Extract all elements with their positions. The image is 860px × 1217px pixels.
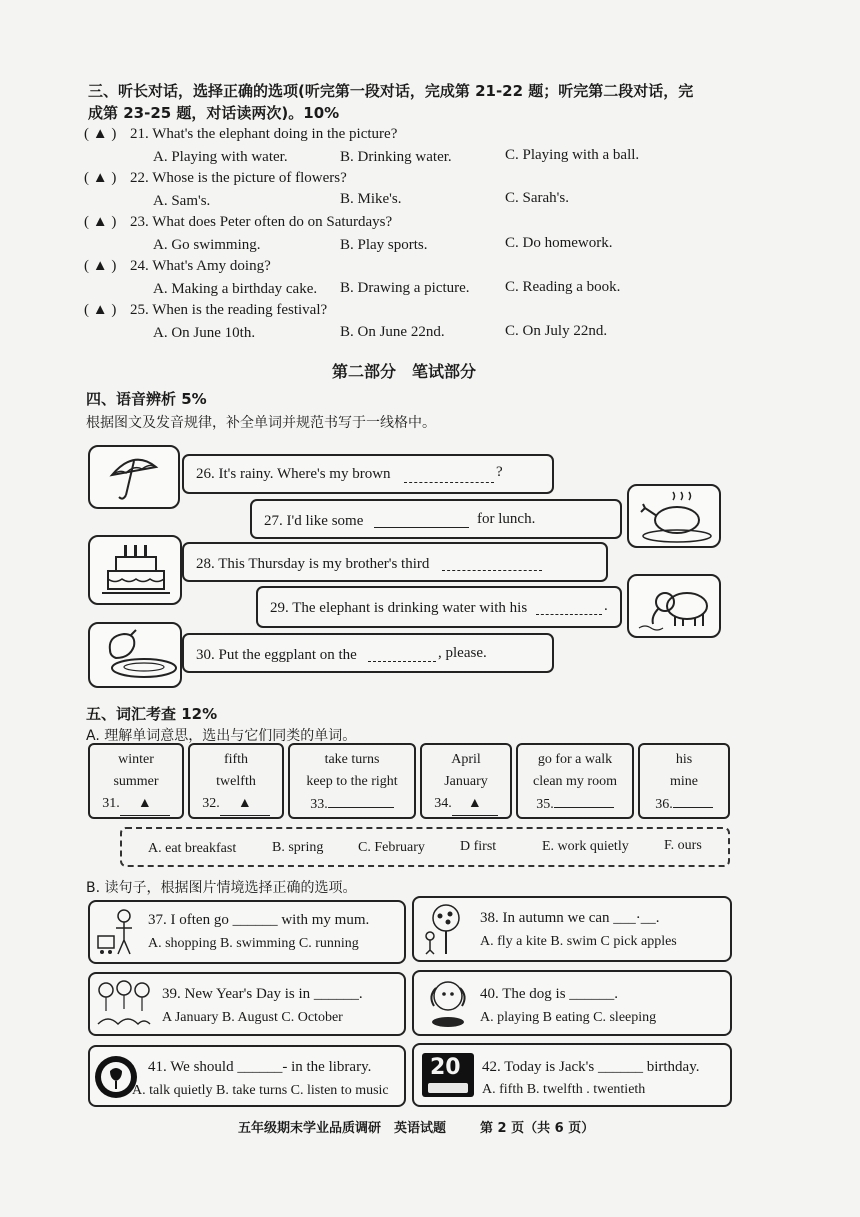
new-year-celebration-icon [94, 978, 154, 1032]
vocab-group-34 [420, 743, 512, 819]
roast-chicken-picture [627, 484, 721, 548]
answer-mark-25: ( ▲ ) [84, 302, 117, 318]
vocab-number: 31. [102, 796, 120, 811]
section3-title-line2: 成第 23-25 题，对话读两次)。10% [88, 104, 340, 122]
item-28-text: 28. This Thursday is my brother's third [196, 556, 430, 572]
vocab-group-31 [88, 743, 184, 819]
answer-mark-24: ( ▲ ) [84, 258, 117, 274]
option-23b: B. Play sports. [340, 237, 428, 253]
item-42-box [412, 1043, 732, 1107]
birthday-cake-picture [88, 535, 182, 605]
item-28-box [182, 542, 608, 582]
item-38-box [412, 896, 732, 962]
part2-title: 第二部分 笔试部分 [332, 362, 477, 381]
item-28-blank[interactable] [442, 556, 542, 571]
item-41-options: A. talk quietly B. take turns C. listen to music [132, 1083, 389, 1098]
item-39-box [88, 972, 406, 1036]
item-42-question: 42. Today is Jack's ______ birthday. [482, 1059, 700, 1075]
item-29-text: 29. The elephant is drinking water with his [270, 600, 528, 616]
vocab-option-a: A. eat breakfast [148, 841, 237, 856]
option-24a: A. Making a birthday cake. [153, 281, 318, 297]
plate-eggplant-picture [88, 622, 182, 688]
vocab-option-b: B. spring [272, 840, 324, 855]
umbrella-icon [90, 447, 178, 507]
item-38-options: A. fly a kite B. swim C pick apples [480, 934, 677, 949]
umbrella-picture [88, 445, 180, 509]
vocab-group-36 [638, 743, 730, 819]
answer-mark-22: ( ▲ ) [84, 170, 117, 186]
birthday-cake-icon [90, 537, 180, 603]
vocab-group-35 [516, 743, 634, 819]
vocab-word: mine [670, 774, 698, 789]
vocab-word: keep to the right [306, 774, 398, 789]
item-26-text: 26. It's rainy. Where's my brown [196, 466, 391, 482]
vocab-answer-32[interactable]: ▲ [220, 793, 270, 816]
birthday-cake-20-icon [422, 1053, 474, 1097]
option-25a: A. On June 10th. [153, 325, 256, 341]
option-24b: B. Drawing a picture. [340, 280, 470, 296]
section3-title: 三、听长对话，选择正确的选项(听完第一段对话，完成第 21-22 题；听完第二段对话，完 [88, 82, 694, 100]
item-29-box [256, 586, 622, 628]
item-27-blank[interactable] [374, 513, 469, 528]
item-30-post: , please. [438, 645, 487, 661]
vocab-group-32 [188, 743, 284, 819]
vocab-answer-33[interactable] [328, 793, 394, 808]
item-40-options: A. playing B eating C. sleeping [480, 1010, 657, 1025]
section4-instruction: 根据图文及发音规律，补全单词并规范书写于一线格中。 [86, 415, 436, 431]
vocab-number: 34. [434, 796, 452, 811]
vocab-number: 36. [655, 797, 673, 812]
option-25c: C. On July 22nd. [505, 323, 608, 339]
item-37-options: A. shopping B. swimming C. running [148, 936, 359, 951]
option-22b: B. Mike's. [340, 191, 402, 207]
vocab-option-f: F. ours [664, 838, 702, 853]
vocab-answer-35[interactable] [554, 793, 614, 808]
vocab-word: fifth [223, 752, 249, 767]
shopping-icon [94, 906, 148, 960]
item-26-blank[interactable] [404, 468, 494, 483]
item-41-box [88, 1045, 406, 1107]
item-39-question: 39. New Year's Day is in ______. [162, 986, 363, 1002]
option-21a: A. Playing with water. [153, 149, 288, 165]
vocab-word: go for a walk [537, 752, 613, 767]
option-23c: C. Do homework. [505, 235, 613, 251]
option-25b: B. On June 22nd. [340, 324, 445, 340]
vocab-word: twelfth [216, 774, 256, 789]
item-26-box [182, 454, 554, 494]
vocab-options-box [120, 827, 730, 867]
vocab-option-e: E. work quietly [542, 839, 629, 854]
item-40-box [412, 970, 732, 1036]
vocab-word: his [675, 752, 693, 767]
item-39-options: A January B. August C. October [162, 1010, 343, 1025]
item-30-box [182, 633, 554, 673]
question-22: 22. Whose is the picture of flowers? [130, 170, 347, 186]
section5-title: 五、词汇考查 12% [86, 705, 218, 723]
vocab-number: 35. [536, 797, 554, 812]
cake-number-20: 20 [430, 1055, 461, 1080]
item-26-post: ? [496, 464, 503, 480]
vocab-group-33 [288, 743, 416, 819]
vocab-number: 33. [310, 797, 328, 812]
question-23: 23. What does Peter often do on Saturdays? [130, 214, 393, 230]
option-21b: B. Drinking water. [340, 149, 452, 165]
elephant-icon [629, 576, 719, 636]
dog-eating-icon [418, 976, 474, 1032]
roast-chicken-icon [629, 486, 719, 546]
question-21: 21. What's the elephant doing in the picture? [130, 126, 398, 142]
section4-title: 四、语音辨析 5% [86, 390, 207, 408]
item-37-box [88, 900, 406, 964]
footer-title: 五年级期末学业品质调研 英语试题 [238, 1121, 447, 1136]
option-24c: C. Reading a book. [505, 279, 621, 295]
vocab-word: clean my room [533, 774, 617, 789]
option-23a: A. Go swimming. [153, 237, 261, 253]
item-27-text: 27. I'd like some [264, 513, 364, 529]
section5-partB: B. 读句子，根据图片情境选择正确的选项。 [86, 880, 357, 896]
vocab-word: summer [113, 774, 159, 789]
item-29-blank[interactable] [536, 600, 602, 615]
vocab-word: April [451, 752, 481, 767]
item-30-blank[interactable] [368, 647, 436, 662]
item-41-question: 41. We should ______- in the library. [148, 1059, 372, 1075]
vocab-option-d: D first [460, 839, 497, 854]
question-25: 25. When is the reading festival? [130, 302, 328, 318]
item-37-question: 37. I often go ______ with my mum. [148, 912, 370, 928]
item-40-question: 40. The dog is ______. [480, 986, 619, 1002]
vocab-option-c: C. February [358, 840, 425, 855]
vocab-number: 32. [202, 796, 220, 811]
item-27-post: for lunch. [477, 511, 536, 527]
vocab-word: winter [118, 752, 154, 767]
option-22c: C. Sarah's. [505, 190, 569, 206]
question-24: 24. What's Amy doing? [130, 258, 271, 274]
answer-mark-23: ( ▲ ) [84, 214, 117, 230]
item-38-question: 38. In autumn we can ___·__. [480, 910, 660, 926]
option-22a: A. Sam's. [153, 193, 211, 209]
page-number: 第 2 页（共 6 页） [480, 1121, 595, 1136]
vocab-word: January [444, 774, 488, 789]
vocab-answer-36[interactable] [673, 793, 713, 808]
apple-tree-icon [418, 902, 474, 958]
vocab-word: take turns [324, 752, 380, 767]
item-27-box [250, 499, 622, 539]
answer-mark-21: ( ▲ ) [84, 126, 117, 142]
section5-partA: A. 理解单词意思，选出与它们同类的单词。 [86, 728, 357, 744]
item-42-options: A. fifth B. twelfth . twentieth [482, 1082, 646, 1097]
elephant-picture [627, 574, 721, 638]
item-29-post: . [604, 598, 608, 614]
eggplant-plate-icon [90, 624, 180, 686]
option-21c: C. Playing with a ball. [505, 147, 640, 163]
vocab-answer-34[interactable]: ▲ [452, 793, 498, 816]
item-30-text: 30. Put the eggplant on the [196, 647, 357, 663]
vocab-answer-31[interactable]: ▲ [120, 793, 170, 816]
